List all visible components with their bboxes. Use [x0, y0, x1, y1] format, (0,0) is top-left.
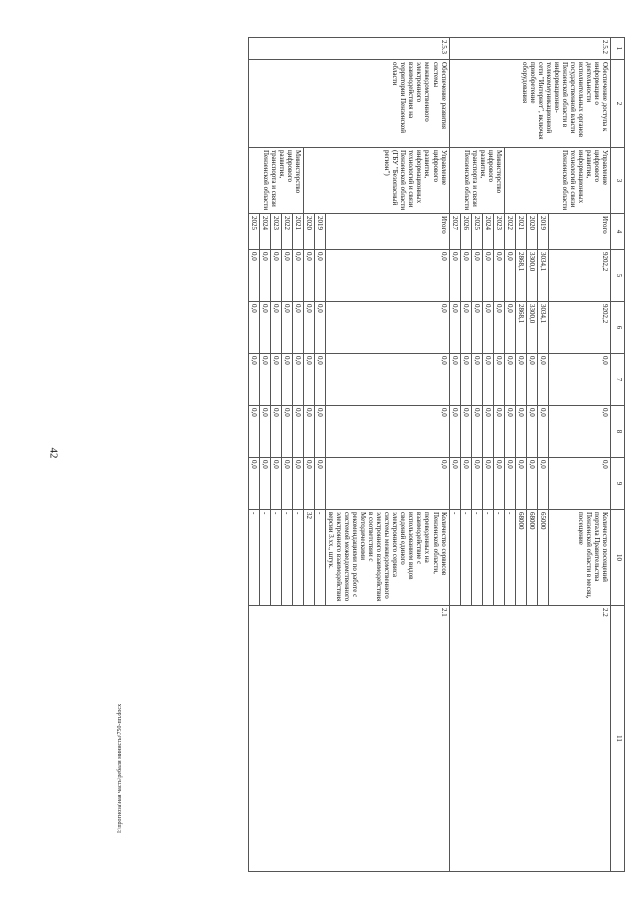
year-value: 0,0: [493, 354, 504, 406]
header-col-6: 6: [611, 302, 625, 354]
section-total-row: [549, 38, 611, 872]
year-value: 0,0: [449, 250, 460, 302]
year-value: 0,0: [482, 250, 493, 302]
year-value: 0,0: [270, 458, 281, 510]
year-value: 0,0: [259, 302, 270, 354]
header-col-9: 9: [611, 458, 625, 510]
year-value: 3300,0: [526, 250, 537, 302]
header-col-1: 1: [611, 38, 625, 60]
year-value: 0,0: [248, 406, 259, 458]
year-value: 0,0: [449, 406, 460, 458]
year-value: 0,0: [259, 458, 270, 510]
year-value: 0,0: [504, 406, 515, 458]
indicator-value: -: [471, 510, 482, 606]
year: 2022: [281, 214, 292, 250]
year: 2025: [248, 214, 259, 250]
year-value: 0,0: [471, 250, 482, 302]
year-value: 3034,1: [537, 250, 548, 302]
year: 2019: [537, 214, 548, 250]
indicator-value: -: [314, 510, 325, 606]
indicator-value: -: [281, 510, 292, 606]
indicator-value: -: [259, 510, 270, 606]
year-value: 2868,1: [515, 302, 526, 354]
total-label: Итого: [325, 214, 449, 250]
total-value: 0,0: [549, 458, 611, 510]
year: 2024: [482, 214, 493, 250]
year-value: 0,0: [314, 250, 325, 302]
total-value: 0,0: [549, 354, 611, 406]
year-value: 0,0: [259, 354, 270, 406]
year-value: 0,0: [314, 406, 325, 458]
year-value: 0,0: [460, 250, 471, 302]
year-value: 0,0: [482, 458, 493, 510]
header-col-11: 11: [611, 606, 625, 872]
year-value: 0,0: [460, 458, 471, 510]
year: 2022: [504, 214, 515, 250]
indicator-value: 32: [303, 510, 314, 606]
year-value: 0,0: [471, 302, 482, 354]
year-value: 0,0: [493, 302, 504, 354]
year-value: 0,0: [259, 406, 270, 458]
year: 2020: [303, 214, 314, 250]
indicator-value: -: [292, 510, 303, 606]
year-value: 0,0: [482, 354, 493, 406]
total-value: 0,0: [325, 302, 449, 354]
year-value: 0,0: [270, 302, 281, 354]
total-value: 0,0: [325, 354, 449, 406]
total-value: 0,0: [549, 406, 611, 458]
year-value: 0,0: [460, 354, 471, 406]
year-value: 0,0: [248, 458, 259, 510]
indicator-value: -: [449, 510, 460, 606]
year-value: 0,0: [515, 458, 526, 510]
executor-b: Министерство цифрового развития, транспорта и связи Пензенской области: [248, 148, 303, 214]
year-value: 0,0: [248, 354, 259, 406]
indicator-value: 68000: [515, 510, 526, 606]
year-value: 0,0: [303, 406, 314, 458]
section-description: Обеспечение развития системы межведомственного электронного взаимодействия на территории Пензенской области: [248, 60, 449, 148]
year-value: 0,0: [281, 302, 292, 354]
reference-number: 2.1: [248, 606, 449, 872]
indicator-value: -: [248, 510, 259, 606]
year-value: 0,0: [515, 354, 526, 406]
executor-a: Управление цифрового развития, информационных технологий и связи Пензенской области: [504, 148, 610, 214]
page-number: 42: [47, 447, 60, 459]
year-value: 0,0: [537, 354, 548, 406]
year-value: 0,0: [303, 302, 314, 354]
year: 2026: [460, 214, 471, 250]
header-col-8: 8: [611, 406, 625, 458]
total-value: 0,0: [325, 406, 449, 458]
year: 2024: [259, 214, 270, 250]
indicator-value: -: [460, 510, 471, 606]
indicator-value: -: [270, 510, 281, 606]
year-value: 0,0: [292, 302, 303, 354]
year-value: 0,0: [314, 458, 325, 510]
header-col-10: 10: [611, 510, 625, 606]
executor-a: Управление цифрового развития, информационных технологий и связи Пензенской области (ГБУ "Безопасный регион"): [303, 148, 449, 214]
year-value: 0,0: [504, 354, 515, 406]
year-value: 0,0: [471, 354, 482, 406]
header-col-2: 2: [611, 60, 625, 148]
header-row: [611, 38, 625, 872]
year-value: 0,0: [292, 250, 303, 302]
year-value: 0,0: [526, 406, 537, 458]
year-value: 0,0: [292, 458, 303, 510]
section-description: Обеспечение доступа к информации о деятельности исполнительных органов государственной власти Пензенской области в информационно-телекоммуникационной сети "Интернет", включая приобретение оборудования: [449, 60, 610, 148]
year-value: 0,0: [449, 302, 460, 354]
year-value: 0,0: [515, 406, 526, 458]
year: 2027: [449, 214, 460, 250]
total-value: 0,0: [325, 250, 449, 302]
section-number: 2.5.3: [248, 38, 449, 60]
year-value: 0,0: [493, 458, 504, 510]
year-value: 0,0: [482, 406, 493, 458]
year-value: 3034,1: [537, 302, 548, 354]
executor-b: Министерство цифрового развития, транспорта и связи Пензенской области: [449, 148, 504, 214]
year-value: 0,0: [471, 406, 482, 458]
year-value: 0,0: [493, 406, 504, 458]
year-value: 0,0: [248, 302, 259, 354]
year-value: 0,0: [314, 354, 325, 406]
year-value: 0,0: [537, 458, 548, 510]
year-value: 0,0: [303, 354, 314, 406]
total-value: 9202,2: [549, 250, 611, 302]
year: 2023: [270, 214, 281, 250]
year-value: 0,0: [281, 354, 292, 406]
total-value: 0,0: [325, 458, 449, 510]
year-value: 0,0: [493, 250, 504, 302]
indicator-value: -: [504, 510, 515, 606]
indicator-value: -: [482, 510, 493, 606]
table-body: [248, 38, 624, 872]
section-total-row: [325, 38, 449, 872]
year: 2021: [515, 214, 526, 250]
year-value: 0,0: [314, 302, 325, 354]
year-value: 0,0: [460, 302, 471, 354]
indicator-value: 68000: [526, 510, 537, 606]
total-value: 9202,2: [549, 302, 611, 354]
header-col-3: 3: [611, 148, 625, 214]
year-value: 0,0: [303, 458, 314, 510]
year-value: 0,0: [449, 354, 460, 406]
header-col-5: 5: [611, 250, 625, 302]
year-value: 0,0: [460, 406, 471, 458]
year-value: 0,0: [526, 458, 537, 510]
section-number: 2.5.2: [449, 38, 610, 60]
year-value: 0,0: [292, 354, 303, 406]
year-value: 0,0: [303, 250, 314, 302]
footer-file-path: I:\прогноза\ная часть\ребаля министы\750-пп.docx: [117, 703, 123, 833]
year-value: 0,0: [471, 458, 482, 510]
year: 2021: [292, 214, 303, 250]
year-value: 3300,0: [526, 302, 537, 354]
program-table: [248, 37, 625, 872]
year-value: 0,0: [449, 458, 460, 510]
rotated-table-wrapper: [85, 37, 625, 871]
year-value: 0,0: [281, 406, 292, 458]
year-value: 2868,1: [515, 250, 526, 302]
year-value: 0,0: [270, 354, 281, 406]
year-value: 0,0: [281, 458, 292, 510]
reference-number: 2.2: [449, 606, 610, 872]
year-value: 0,0: [537, 406, 548, 458]
year-value: 0,0: [482, 302, 493, 354]
indicator-value: 65000: [537, 510, 548, 606]
year-value: 0,0: [504, 458, 515, 510]
year-value: 0,0: [270, 250, 281, 302]
indicator-name: Количество посещений портала Правительства Пензенской области в месяц, посещение: [549, 510, 611, 606]
year: 2023: [493, 214, 504, 250]
year-value: 0,0: [281, 250, 292, 302]
year: 2019: [314, 214, 325, 250]
year-value: 0,0: [526, 354, 537, 406]
year-value: 0,0: [248, 250, 259, 302]
year: 2025: [471, 214, 482, 250]
year-value: 0,0: [259, 250, 270, 302]
year: 2020: [526, 214, 537, 250]
header-col-4: 4: [611, 214, 625, 250]
indicator-value: -: [493, 510, 504, 606]
indicator-name: Количество сервисов Пензенской области, переведенных на взаимодействие с использованием видов сведений единого электронного сервиса системы межведомственного электронного взаимодействия в соответствии с Методическими рекомендациями по работе с системой межведомственного электронного взаимодействия версии 3.хх., штук.: [325, 510, 449, 606]
year-value: 0,0: [270, 406, 281, 458]
year-value: 0,0: [292, 406, 303, 458]
year-value: 0,0: [504, 302, 515, 354]
header-col-7: 7: [611, 354, 625, 406]
total-label: Итого: [549, 214, 611, 250]
year-value: 0,0: [504, 250, 515, 302]
